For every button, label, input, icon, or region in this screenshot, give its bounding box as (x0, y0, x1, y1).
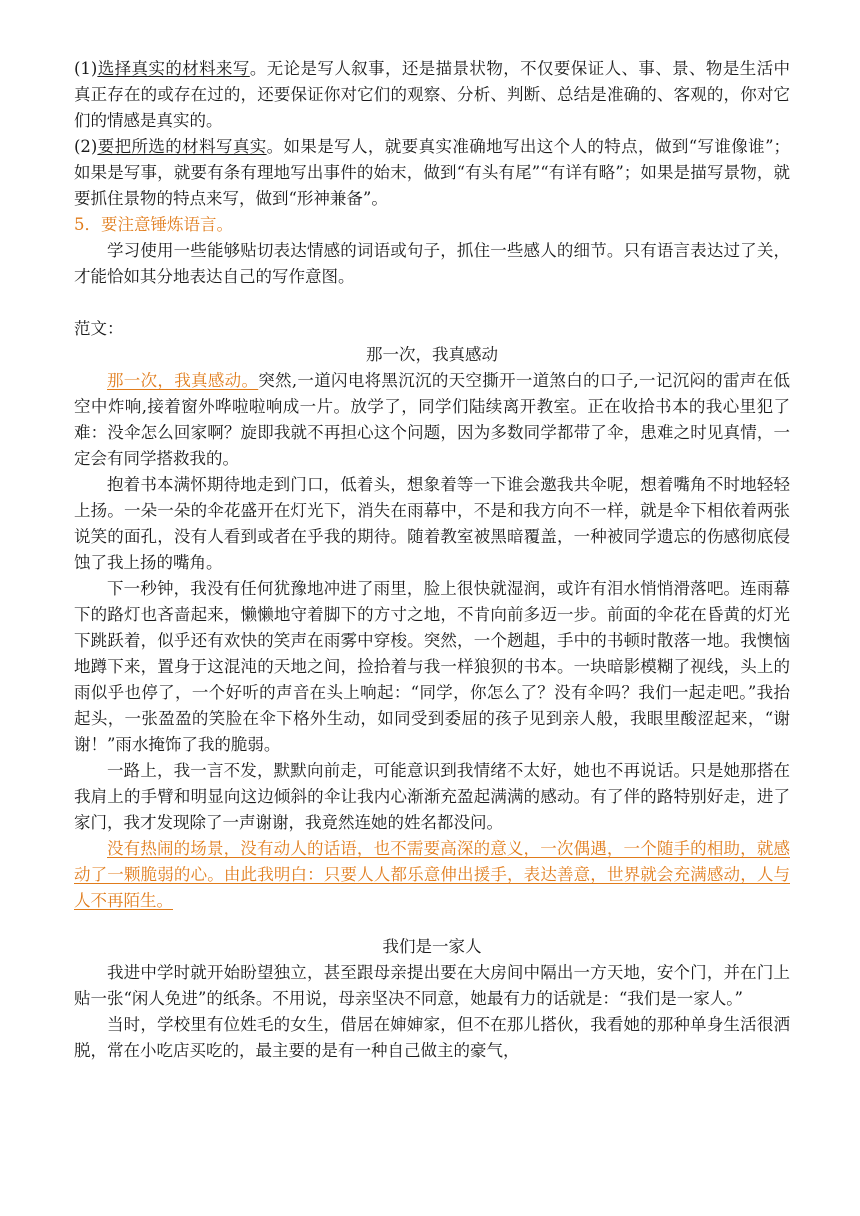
spacer (74, 914, 790, 934)
tip-2-marker: (2) (74, 137, 98, 156)
essay-1-title: 那一次，我真感动 (366, 345, 498, 364)
sample-label: 范文： (74, 319, 124, 338)
tip-1-marker: (1) (74, 59, 98, 78)
point-5-heading: 5．要注意锤炼语言。 (74, 215, 233, 234)
essay-1-conclusion: 没有热闹的场景，没有动人的话语，也不需要高深的意义，一次偶遇，一个随手的相助，就感动了一颗脆弱的心。由此我明白：只要人人都乐意伸出援手，表达善意，世界就会充满感动，人与人不再陌生。 (74, 839, 790, 910)
spacer (74, 290, 790, 316)
tip-2-heading: 要把所选的材料写真实 (97, 137, 267, 156)
tip-1 (74, 56, 790, 134)
essay-2-para-2: 当时，学校里有位姓毛的女生，借居在婶婶家，但不在那儿搭伙，我看她的那种单身生活很洒脱，常在小吃店买吃的，最主要的是有一种自己做主的豪气， (74, 1015, 790, 1060)
document-page (74, 56, 790, 1064)
essay-1-highlight: 那一次，我真感动。 (107, 371, 259, 390)
essay-1-para-1 (74, 368, 790, 472)
tip-1-heading: 选择真实的材料来写 (97, 59, 250, 78)
tip-2 (74, 134, 790, 212)
tip-2-text: 。如果是写人，就要真实准确地写出这个人的特点，做到“写谁像谁”；如果是写事，就要有条有理地写出事件的始末，做到“有头有尾”“有详有略”；如果是描写景物，就要抓住景物的特点来写，做到“形神兼备”。 (74, 137, 791, 208)
essay-1-para-4: 一路上，我一言不发，默默向前走，可能意识到我情绪不太好，她也不再说话。只是她那搭在我肩上的手臂和明显向这边倾斜的伞让我内心渐渐充盈起满满的感动。有了伴的路特别好走，进了家门，我才发现除了一声谢谢，我竟然连她的姓名都没问。 (74, 761, 790, 832)
tip-1-text: 。无论是写人叙事，还是描景状物，不仅要保证人、事、景、物是生活中真正存在的或存在过的，还要保证你对它们的观察、分析、判断、总结是准确的、客观的，你对它们的情感是真实的。 (74, 59, 791, 130)
point-5-body: 学习使用一些能够贴切表达情感的词语或句子，抓住一些感人的细节。只有语言表达过了关，才能恰如其分地表达自己的写作意图。 (74, 241, 790, 286)
essay-2-title: 我们是一家人 (382, 937, 482, 956)
essay-1-para-3: 下一秒钟，我没有任何犹豫地冲进了雨里，脸上很快就湿润，或许有泪水悄悄滑落吧。连雨幕下的路灯也吝啬起来，懒懒地守着脚下的方寸之地，不肯向前多迈一步。前面的伞花在昏黄的灯光下跳跃着，似乎还有欢快的笑声在雨雾中穿梭。突然，一个趔趄，手中的书顿时散落一地。我懊恼地蹲下来，置身于这混沌的天地之间，捡拾着与我一样狼狈的书本。一块暗影模糊了视线，头上的雨似乎也停了，一个好听的声音在头上响起：“同学，你怎么了？没有伞吗？我们一起走吧。”我抬起头，一张盈盈的笑脸在伞下格外生动，如同受到委屈的孩子见到亲人般，我眼里酸涩起来，“谢谢！”雨水掩饰了我的脆弱。 (74, 579, 790, 754)
essay-1-para-2: 抱着书本满怀期待地走到门口，低着头，想象着等一下谁会邀我共伞呢，想着嘴角不时地轻轻上扬。一朵一朵的伞花盛开在灯光下，消失在雨幕中，不是和我方向不一样，就是伞下相依着两张说笑的面孔，没有人看到或者在乎我的期待。随着教室被黑暗覆盖，一种被同学遗忘的伤感彻底侵蚀了我上扬的嘴角。 (74, 475, 790, 572)
essay-2-para-1: 我进中学时就开始盼望独立，甚至跟母亲提出要在大房间中隔出一方天地，安个门，并在门上贴一张“闲人免进”的纸条。不用说，母亲坚决不同意，她最有力的话就是：“我们是一家人。” (74, 963, 790, 1008)
essay-1-para-1-rest: 突然,一道闪电将黑沉沉的天空撕开一道煞白的口子,一记沉闷的雷声在低空中炸响,接着窗外哗啦啦响成一片。放学了，同学们陆续离开教室。正在收拾书本的我心里犯了难：没伞怎么回家啊？旋即我就不再担心这个问题，因为多数同学都带了伞，患难之时见真情，一定会有同学搭救我的。 (74, 371, 790, 468)
